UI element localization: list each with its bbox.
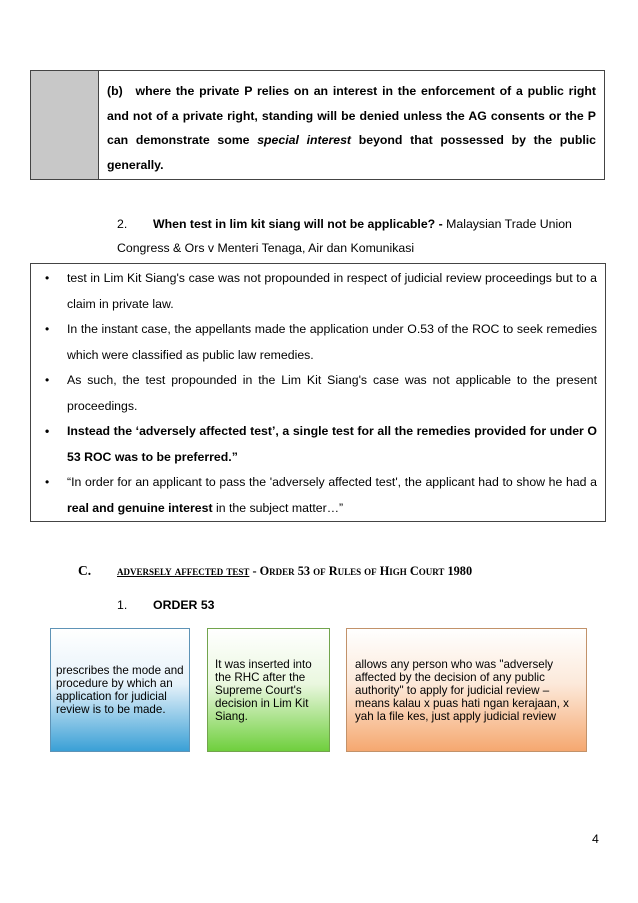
procedure-box-text: prescribes the mode and procedure by which an application for judicial review is to be made.: [56, 664, 184, 716]
list-item-text: In the instant case, the appellants made the application under O.53 of the ROC to seek remedies which were classified as public law remedies.: [67, 322, 597, 362]
list-item-text: Instead the ‘adversely affected test’, a single test for all the remedies provided for under O 53 ROC was to be preferred.”: [67, 424, 597, 464]
item-2-heading: [117, 212, 607, 260]
standing-table: [30, 70, 605, 180]
inserted-box: [207, 628, 330, 752]
list-item-text: “In order for an applicant to pass the 'adversely affected test', the applicant had to show he had a: [67, 475, 597, 489]
adversely-affected-box: [346, 628, 587, 752]
list-item-bold-text: real and genuine interest: [67, 500, 213, 515]
item-b-text-after: beyond that possessed by the public generally.: [107, 133, 597, 172]
item-2-number: 2.: [117, 217, 128, 231]
inserted-box-text: It was inserted into the RHC after the Supreme Court's decision in Lim Kit Siang.: [215, 657, 312, 723]
section-c-heading: [78, 563, 472, 579]
list-item-text: test in Lim Kit Siang's case was not propounded in respect of judicial review proceedings but to a claim in private law.: [67, 271, 597, 311]
list-item-text: As such, the test propounded in the Lim Kit Siang's case was not applicable to the present proceedings.: [67, 373, 597, 413]
order-53-label: ORDER 53: [153, 598, 215, 612]
item-2-question: When test in lim kit siang will not be applicable?: [153, 217, 436, 231]
list-item-text-end: in the subject matter…”: [215, 500, 344, 515]
item-2-dash: -: [435, 217, 447, 231]
list-item: [31, 470, 597, 521]
procedure-box: [50, 628, 190, 752]
bullet-list-box: [30, 263, 606, 522]
bullet-icon: •: [45, 271, 50, 285]
list-item: [31, 266, 597, 317]
order-53-heading: [117, 598, 215, 612]
page-number: 4: [592, 832, 599, 846]
item-2-case-name: Malaysian Trade Union Congress & Ors v Menteri Tenaga, Air dan Komunikasi: [117, 217, 572, 255]
order-53-number: 1.: [117, 598, 128, 612]
section-c-title-rest: - Order 53 of Rules of High Court 1980: [252, 564, 473, 578]
adversely-affected-box-text: allows any person who was "adversely affected by the decision of any public authority" to apply for judicial review – means kalau x puas hati ngan kerajaan, x yah la file kes, just apply judicial review: [355, 657, 569, 723]
bullet-icon: •: [45, 322, 50, 336]
list-item: [31, 317, 597, 368]
item-b-emphasis: special interest: [257, 133, 352, 147]
table-shaded-cell: [31, 71, 99, 179]
bullet-list: [31, 266, 597, 521]
item-label-b: (b): [107, 84, 123, 98]
list-item: [31, 368, 597, 419]
list-item: [31, 419, 597, 470]
section-c-letter: C.: [78, 563, 92, 578]
bullet-icon: •: [45, 424, 50, 438]
bullet-icon: •: [45, 475, 50, 489]
bullet-icon: •: [45, 373, 50, 387]
section-c-title-underlined: adversely affected test: [117, 564, 250, 578]
item-b-text: where the private P relies on an interest in the enforcement of a public right and not of a private right, standing will be denied unless the AG consents or the P can demonstrate some: [107, 84, 596, 147]
table-text-cell: [99, 71, 604, 179]
